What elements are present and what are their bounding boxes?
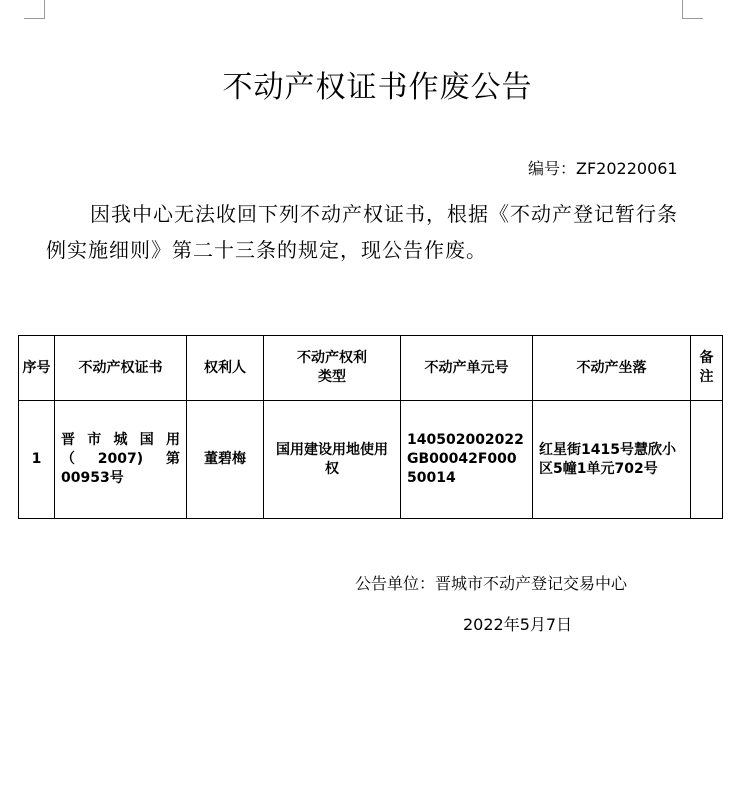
cell-seq: 1 — [19, 401, 55, 519]
cell-holder: 董碧梅 — [187, 401, 264, 519]
issuing-unit: 公告单位：晋城市不动产登记交易中心 — [355, 574, 628, 593]
cell-remark — [691, 401, 723, 519]
cell-right-type: 国用建设用地使用权 — [264, 401, 401, 519]
table-header-row — [19, 336, 723, 401]
document-number: 编号：ZF20220061 — [528, 159, 678, 178]
certificate-table — [18, 335, 723, 519]
page-title: 不动产权证书作废公告 — [222, 70, 533, 105]
header-seq: 序号 — [19, 336, 55, 401]
issue-date: 2022年5月7日 — [463, 615, 573, 634]
announcement-body: 因我中心无法收回下列不动产权证书，根据《不动产登记暂行条例实施细则》第二十三条的规定，现公告作废。 — [46, 202, 678, 262]
page-corner-mark-left — [24, 0, 45, 19]
header-right-type: 不动产权利类型 — [264, 336, 401, 401]
page-corner-mark-right — [682, 0, 703, 19]
header-location: 不动产坐落 — [533, 336, 691, 401]
cell-unit-number: 140502002022GB00042F00050014 — [401, 401, 533, 519]
cell-location: 红星街1415号慧欣小区5幢1单元702号 — [533, 401, 691, 519]
table-row — [19, 401, 723, 519]
header-holder: 权利人 — [187, 336, 264, 401]
header-remark: 备注 — [691, 336, 723, 401]
header-unit-number: 不动产单元号 — [401, 336, 533, 401]
cell-certificate: 晋市城国用（2007)第00953号 — [55, 401, 187, 519]
header-certificate: 不动产权证书 — [55, 336, 187, 401]
